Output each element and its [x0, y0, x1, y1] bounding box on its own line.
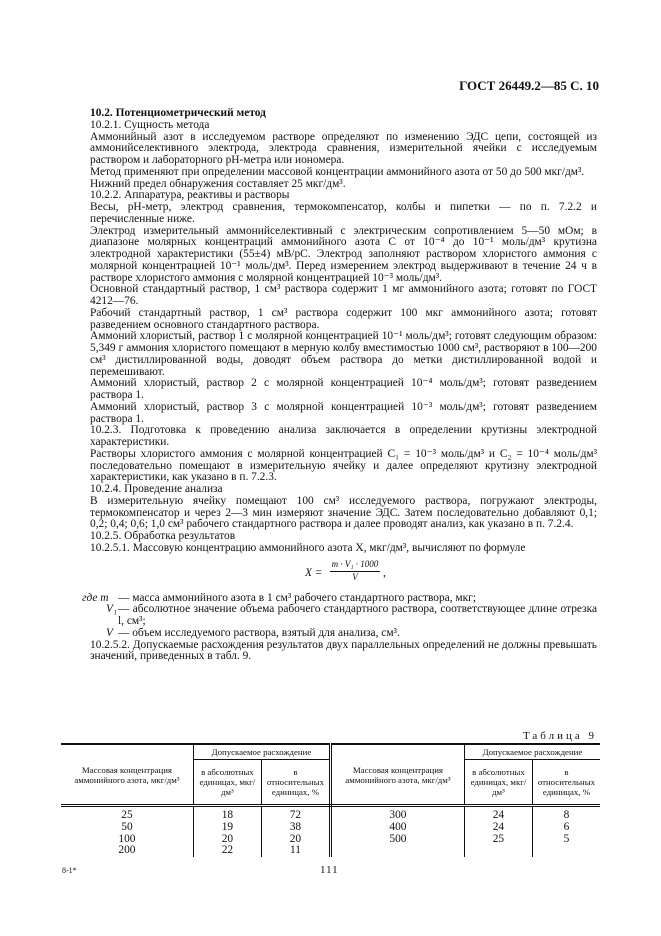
table-cell: 24	[464, 806, 532, 822]
table-row	[61, 845, 600, 857]
col-header-group: Допускаемое расхождение	[193, 744, 330, 760]
definition-item	[106, 604, 597, 628]
paragraph: 10.2.3. Подготовка к проведению анализа заключается в определении крутизны электродной характеристики.	[90, 424, 597, 448]
col-header-absolute: в абсолютных единицах, мкг/дм³	[464, 760, 532, 806]
definition-symbol: где m	[82, 591, 109, 604]
formula-denominator: V	[352, 572, 358, 583]
table-body	[61, 806, 600, 858]
paragraph: 10.2.5.2. Допускаемые расхождения результатов двух параллельных определений не должны превышать значений, приведенных в табл. 9.	[90, 638, 597, 663]
col-header-absolute: в абсолютных единицах, мкг/дм³	[193, 760, 261, 806]
table-cell: 100	[118, 832, 136, 845]
subsection-heading: 10.2.4. Проведение анализа	[90, 483, 223, 495]
table-9	[61, 743, 600, 857]
table-row	[61, 834, 600, 846]
table-caption: Таблица 9	[522, 730, 597, 742]
col-header-relative: в относительных единицах, %	[261, 760, 330, 806]
subsection-heading: 10.2.5. Обработка результатов	[90, 530, 236, 542]
table-cell: 8	[532, 806, 600, 822]
table-cell	[464, 845, 532, 857]
paragraph: Аммоний хлористый, раствор 3 с молярной концентрацией 10⁻³ моль/дм³; готовят разведением раствора 1.	[90, 400, 597, 425]
definition-text: — масса аммонийного азота в 1 см³ рабочего стандартного раствора, мкг;	[118, 591, 476, 604]
table-cell: 11	[261, 845, 330, 857]
definitions	[82, 591, 597, 640]
table-cell: 38	[261, 822, 330, 834]
col-header-concentration: Массовая концентрация аммонийного азота, мкг/дм³	[330, 744, 464, 806]
table-cell: 25	[121, 809, 133, 821]
table-cell: 6	[532, 822, 600, 834]
table-cell: 400	[330, 822, 464, 834]
table-cell: 300	[330, 806, 464, 822]
table-cell: 20	[261, 834, 330, 846]
definition-text: — объем исследуемого раствора, взятый для анализа, см³.	[118, 626, 400, 639]
paragraph: Метод применяют при определении массовой концентрации аммонийного азота от 50 до 500 мкг/дм³.	[90, 165, 585, 178]
col-header-relative: в относительных единицах, %	[532, 760, 600, 806]
page-number: 111	[320, 864, 339, 876]
definition-symbol: V₁	[106, 603, 117, 616]
table-cell: 200	[118, 844, 136, 857]
paragraph: Аммоний хлористый, раствор 2 с молярной концентрацией 10⁻⁴ моль/дм³; готовят разведением раствора 1.	[90, 377, 597, 401]
table-cell: 22	[193, 845, 261, 857]
table-cell: 25	[464, 834, 532, 846]
paragraph: Весы, pH-метр, электрод сравнения, термокомпенсатор, колбы и пипетки — по п. 7.2.2 и перечисленные ниже.	[90, 201, 597, 225]
document-header: ГОСТ 26449.2—85 С. 10	[459, 78, 599, 93]
table-row	[61, 806, 600, 822]
paragraph: В измерительную ячейку помещают 100 см³ исследуемого раствора, погружают электроды, термокомпенсатор и через 2—3 мин измеряют значение ЭДС. Затем последовательно добавляют 0,1; 0,2; 0,4; 0,6; 1,0 см³ рабочего стандартного раствора и далее проводят анализ, как указано в п. 7.2.4.	[90, 494, 597, 531]
paragraph: Растворы хлористого аммония с молярной концентрацией C₁ = 10⁻³ моль/дм³ и C₂ = 10⁻⁴ моль/дм³ последовательно помещают в измерительную ячейку и далее определяют крутизну электродной характеристики, как указано в п. 7.2.3.	[90, 447, 597, 484]
paragraph: Аммоний хлористый, раствор 1 с молярной концентрацией 10⁻¹ моль/дм³; готовят следующим образом: 5,349 г аммония хлористого помещают в мерную колбу вместимостью 1000 см³, растворяют в 100—200 см³ дистиллированной воды, доводят объем раствора до метки дистиллированной водой и перемешивают.	[90, 330, 597, 378]
paragraph: Нижний предел обнаружения составляет 25 мкг/дм³.	[90, 177, 346, 190]
formula-comma: ,	[383, 566, 386, 579]
paragraph: Рабочий стандартный раствор, 1 см³ раствора содержит 100 мкг аммонийного азота; готовят разведением основного стандартного раствора.	[90, 306, 597, 331]
col-header-concentration: Массовая концентрация аммонийного азота, мкг/дм³	[61, 744, 193, 806]
table-cell: 24	[464, 822, 532, 834]
definition-item	[106, 628, 597, 640]
paragraph: Аммонийный азот в исследуемом растворе определяют по изменению ЭДС цепи, состоящей из аммонийселективного электрода, электрода сравнения, измерительной ячейки с исследуемым раствором и лабораторного pH-метра или иономера.	[90, 130, 597, 166]
definition-text: — абсолютное значение объема рабочего стандартного раствора, соответствующее длине отрезка l, см³;	[118, 603, 597, 627]
formula	[90, 555, 597, 593]
table-row	[61, 822, 600, 834]
table-cell: 19	[193, 822, 261, 834]
table-cell: 18	[193, 806, 261, 822]
definition-symbol: V	[106, 626, 113, 639]
subsection-heading: 10.2.1. Сущность метода	[90, 118, 210, 131]
table-cell: 50	[121, 820, 133, 833]
table-cell: 500	[330, 834, 464, 846]
formula-numerator: m · V₁ · 1000	[330, 559, 380, 573]
paragraph: 10.2.5.1. Массовую концентрацию аммонийного азота X, мкг/дм³, вычисляют по формуле	[90, 541, 526, 554]
table-cell: 5	[532, 834, 600, 846]
document-body	[82, 107, 597, 663]
subsection-heading: 10.2.2. Аппаратура, реактивы и растворы	[90, 189, 290, 202]
formula-lhs: X =	[305, 566, 323, 579]
col-header-group: Допускаемое расхождение	[464, 744, 600, 760]
paragraph: Основной стандартный раствор, 1 см³ раствора содержит 1 мг аммонийного азота; готовят по ГОСТ 4212—76.	[90, 283, 597, 307]
table-cell: 72	[261, 806, 330, 822]
table-cell	[532, 845, 600, 857]
section-heading: 10.2. Потенциометрический метод	[90, 107, 266, 119]
footer-signature: 8-1*	[62, 866, 77, 875]
formula-fraction	[330, 559, 380, 585]
table-cell: 20	[193, 834, 261, 846]
table-cell	[330, 845, 464, 857]
paragraph: Электрод измерительный аммонийселективный с электрическим сопротивлением 5—50 мОм; в диапазоне молярных концентраций аммонийного азота C от 10⁻⁴ до 10⁻¹ моль/дм³ крутизна электродной характеристики (55±4) мВ/pC. Электрод заполняют раствором хлористого аммония с молярной концентрацией 10⁻¹ моль/дм³. Перед измерением электрод выдерживают в течение 24 ч в растворе хлористого аммония с молярной концентрацией 10⁻³ моль/дм³.	[90, 224, 597, 284]
